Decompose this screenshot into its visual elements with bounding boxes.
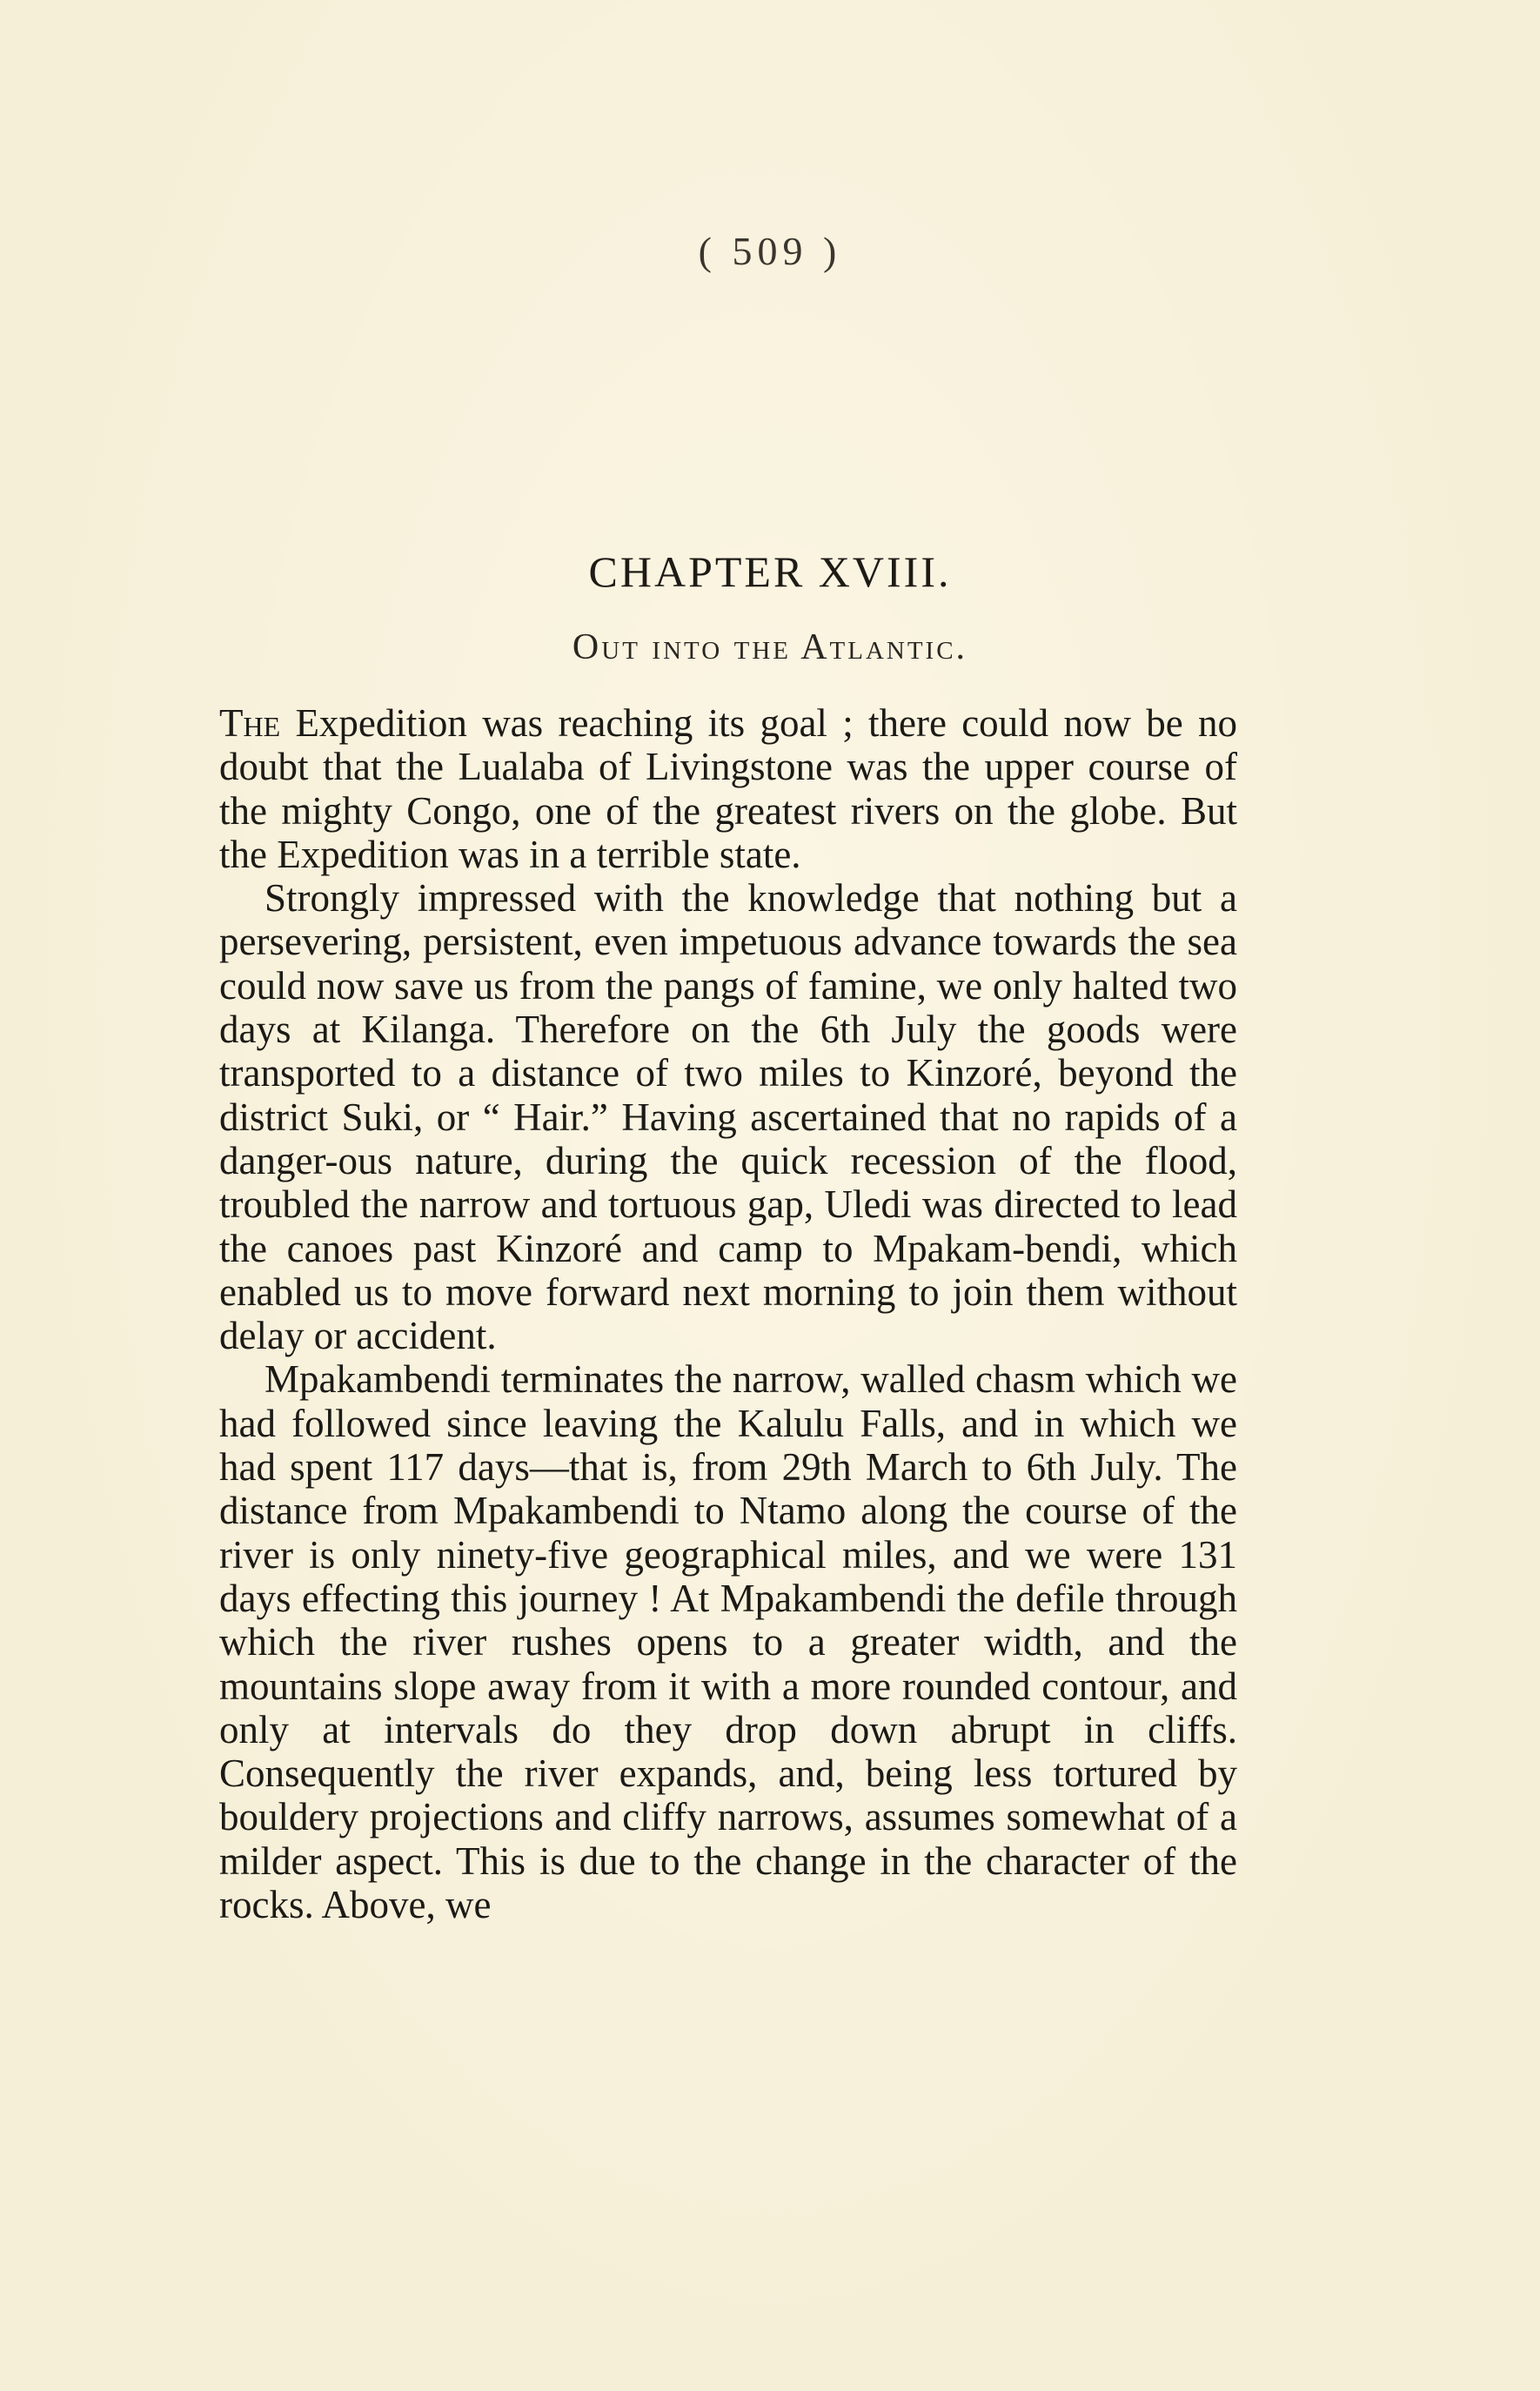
paragraph (219, 701, 1237, 876)
paragraph: Mpakambendi terminates the narrow, walled chasm which we had followed since leaving the Kalulu Falls, and in which we had spent 117 days—that is, from 29th March to 6th July. The distance from Mpakambendi to Ntamo along the course of the river is only ninety-five geographical miles, and we were 131 days effecting this journey ! At Mpakambendi the defile through which the river rushes opens to a greater width, and the mountains slope away from it with a more rounded contour, and only at intervals do they drop down abrupt in cliffs. Consequently the river expands, and, being less tortured by bouldery projections and cliffy narrows, assumes somewhat of a milder aspect. This is due to the change in the character of the rocks. Above, we (219, 1357, 1237, 1927)
chapter-subtitle: Out into the Atlantic. (572, 627, 968, 667)
paragraph: Strongly impressed with the knowledge that nothing but a persevering, persistent, even impetuous advance towards the sea could now save us from the pangs of famine, we only halted two days at Kilanga. Therefore on the 6th July the goods were transported to a distance of two miles to Kinzoré, beyond the district Suki, or “ Hair.” Having ascertained that no rapids of a danger-ous nature, during the quick recession of the flood, troubled the narrow and tortuous gap, Uledi was directed to lead the canoes past Kinzoré and camp to Mpakam-bendi, which enabled us to move forward next morning to join them without delay or accident. (219, 876, 1237, 1358)
body-text (219, 701, 1237, 1926)
chapter-title: CHAPTER XVIII. (588, 547, 952, 596)
page-number: ( 509 ) (698, 229, 842, 273)
paragraph-lead-word: The (219, 701, 281, 745)
paragraph-text: Expedition was reaching its goal ; there could now be no doubt that the Lualaba of Livingstone was the upper course of the mighty Congo, one of the greatest rivers on the globe. But the Expedition was in a terrible state. (219, 701, 1237, 876)
